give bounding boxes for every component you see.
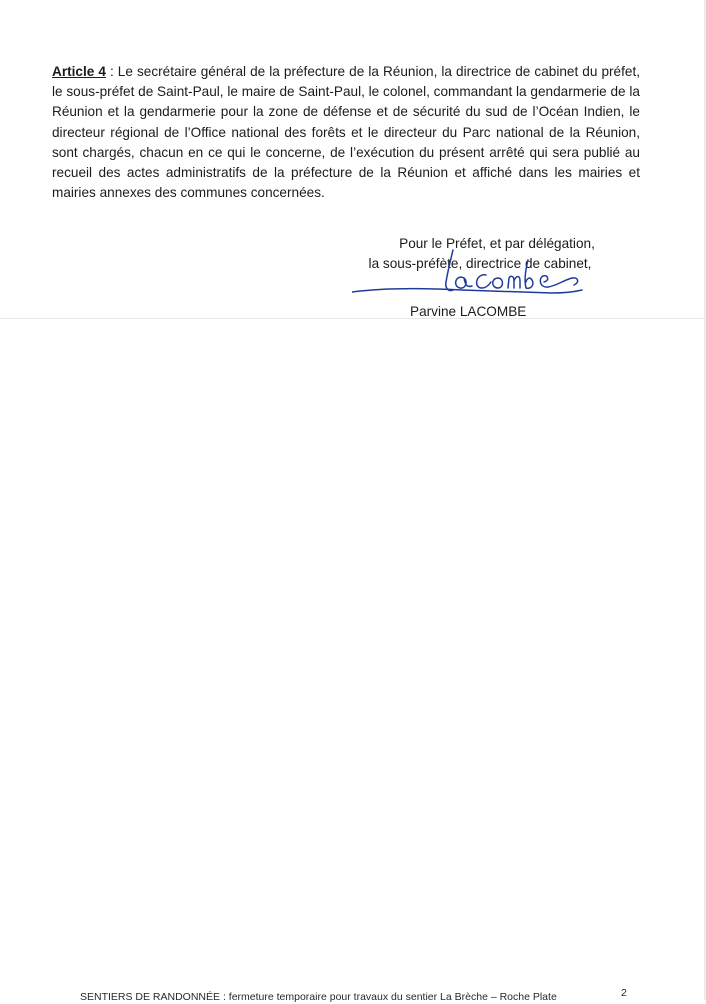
page-footer: SENTIERS DE RANDONNÉE : fermeture temporaire pour travaux du sentier La Brèche – Roche Plate xyxy=(80,991,557,1003)
article-label: Article 4 xyxy=(52,64,106,79)
signature-delegation-line: Pour le Préfet, et par délégation, xyxy=(399,236,595,251)
page-number: 2 xyxy=(621,987,627,999)
handwritten-signature xyxy=(352,248,584,306)
signer-name: Parvine LACOMBE xyxy=(410,304,527,319)
article-4-paragraph xyxy=(52,62,640,203)
signature-title-line: la sous-préfète, directrice de cabinet, xyxy=(368,256,592,271)
article-body: : Le secrétaire général de la préfecture de la Réunion, la directrice de cabinet du préfet, le sous-préfet de Saint-Paul, le maire de Saint-Paul, le colonel, commandant la gendarmerie de la Réunion et la gendarmerie pour la zone de défense et de sécurité du sud de l’Océan Indien, le directeur régional de l’Office national des forêts et le directeur du Parc national de la Réunion, sont chargés, chacun en ce qui le concerne, de l’exécution du présent arrêté qui sera publié au recueil des actes administratifs de la préfecture de la Réunion et affiché dans les mairies et mairies annexes des communes concernées. xyxy=(52,64,640,201)
scan-fold-line xyxy=(0,318,706,319)
